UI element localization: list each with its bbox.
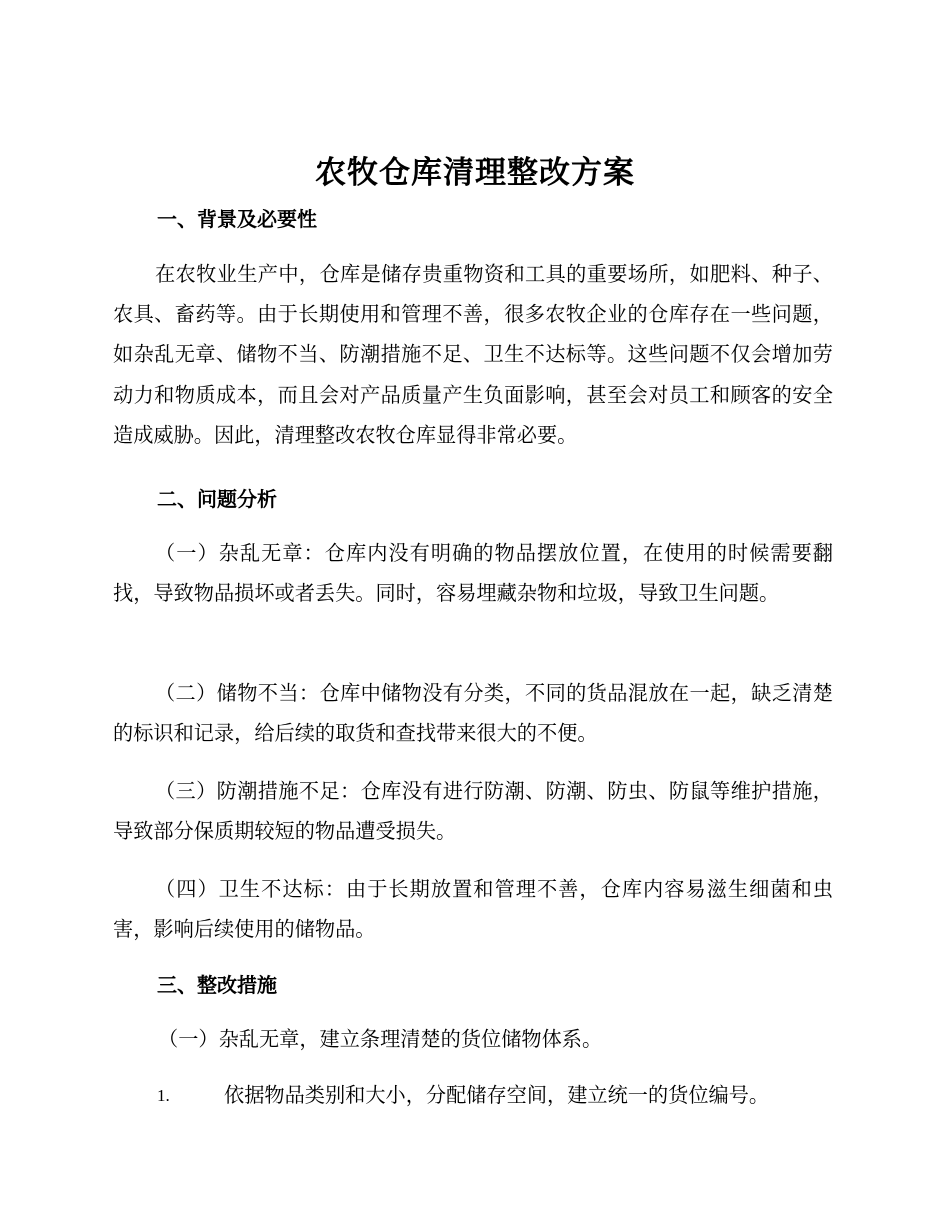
problem-item-moisture: （三）防潮措施不足：仓库没有进行防潮、防潮、防虫、防鼠等维护措施，导致部分保质期较短的物品遭受损失。 xyxy=(113,779,833,844)
problem-item-improper-storage: （二）储物不当：仓库中储物没有分类，不同的货品混放在一起，缺乏清楚的标识和记录，给后续的取货和查找带来很大的不便。 xyxy=(113,681,833,746)
section-heading-problem-analysis: 二、问题分析 xyxy=(157,487,277,511)
rectification-subheading: （一）杂乱无章，建立条理清楚的货位储物体系。 xyxy=(158,1027,603,1051)
document-title: 农牧仓库清理整改方案 xyxy=(315,155,635,191)
list-item xyxy=(157,1080,857,1110)
background-paragraph: 在农牧业生产中，仓库是储存贵重物资和工具的重要场所，如肥料、种子、农具、畜药等。由于长期使用和管理不善，很多农牧企业的仓库存在一些问题，如杂乱无章、储物不当、防潮措施不足、卫生不达标等。这些问题不仅会增加劳动力和物质成本，而且会对产品质量产生负面影响，甚至会对员工和顾客的安全造成威胁。因此，清理整改农牧仓库显得非常必要。 xyxy=(113,262,833,447)
section-heading-rectification: 三、整改措施 xyxy=(157,973,277,997)
section-heading-background: 一、背景及必要性 xyxy=(157,207,317,231)
list-item-text: 依据物品类别和大小，分配储存空间，建立统一的货位编号。 xyxy=(224,1083,770,1107)
problem-item-clutter: （一）杂乱无章：仓库内没有明确的物品摆放位置，在使用的时候需要翻找，导致物品损坏或者丢失。同时，容易埋藏杂物和垃圾，导致卫生问题。 xyxy=(113,541,833,606)
problem-item-hygiene: （四）卫生不达标：由于长期放置和管理不善，仓库内容易滋生细菌和虫害，影响后续使用的储物品。 xyxy=(113,877,833,942)
list-item-number: 1. xyxy=(157,1086,170,1105)
